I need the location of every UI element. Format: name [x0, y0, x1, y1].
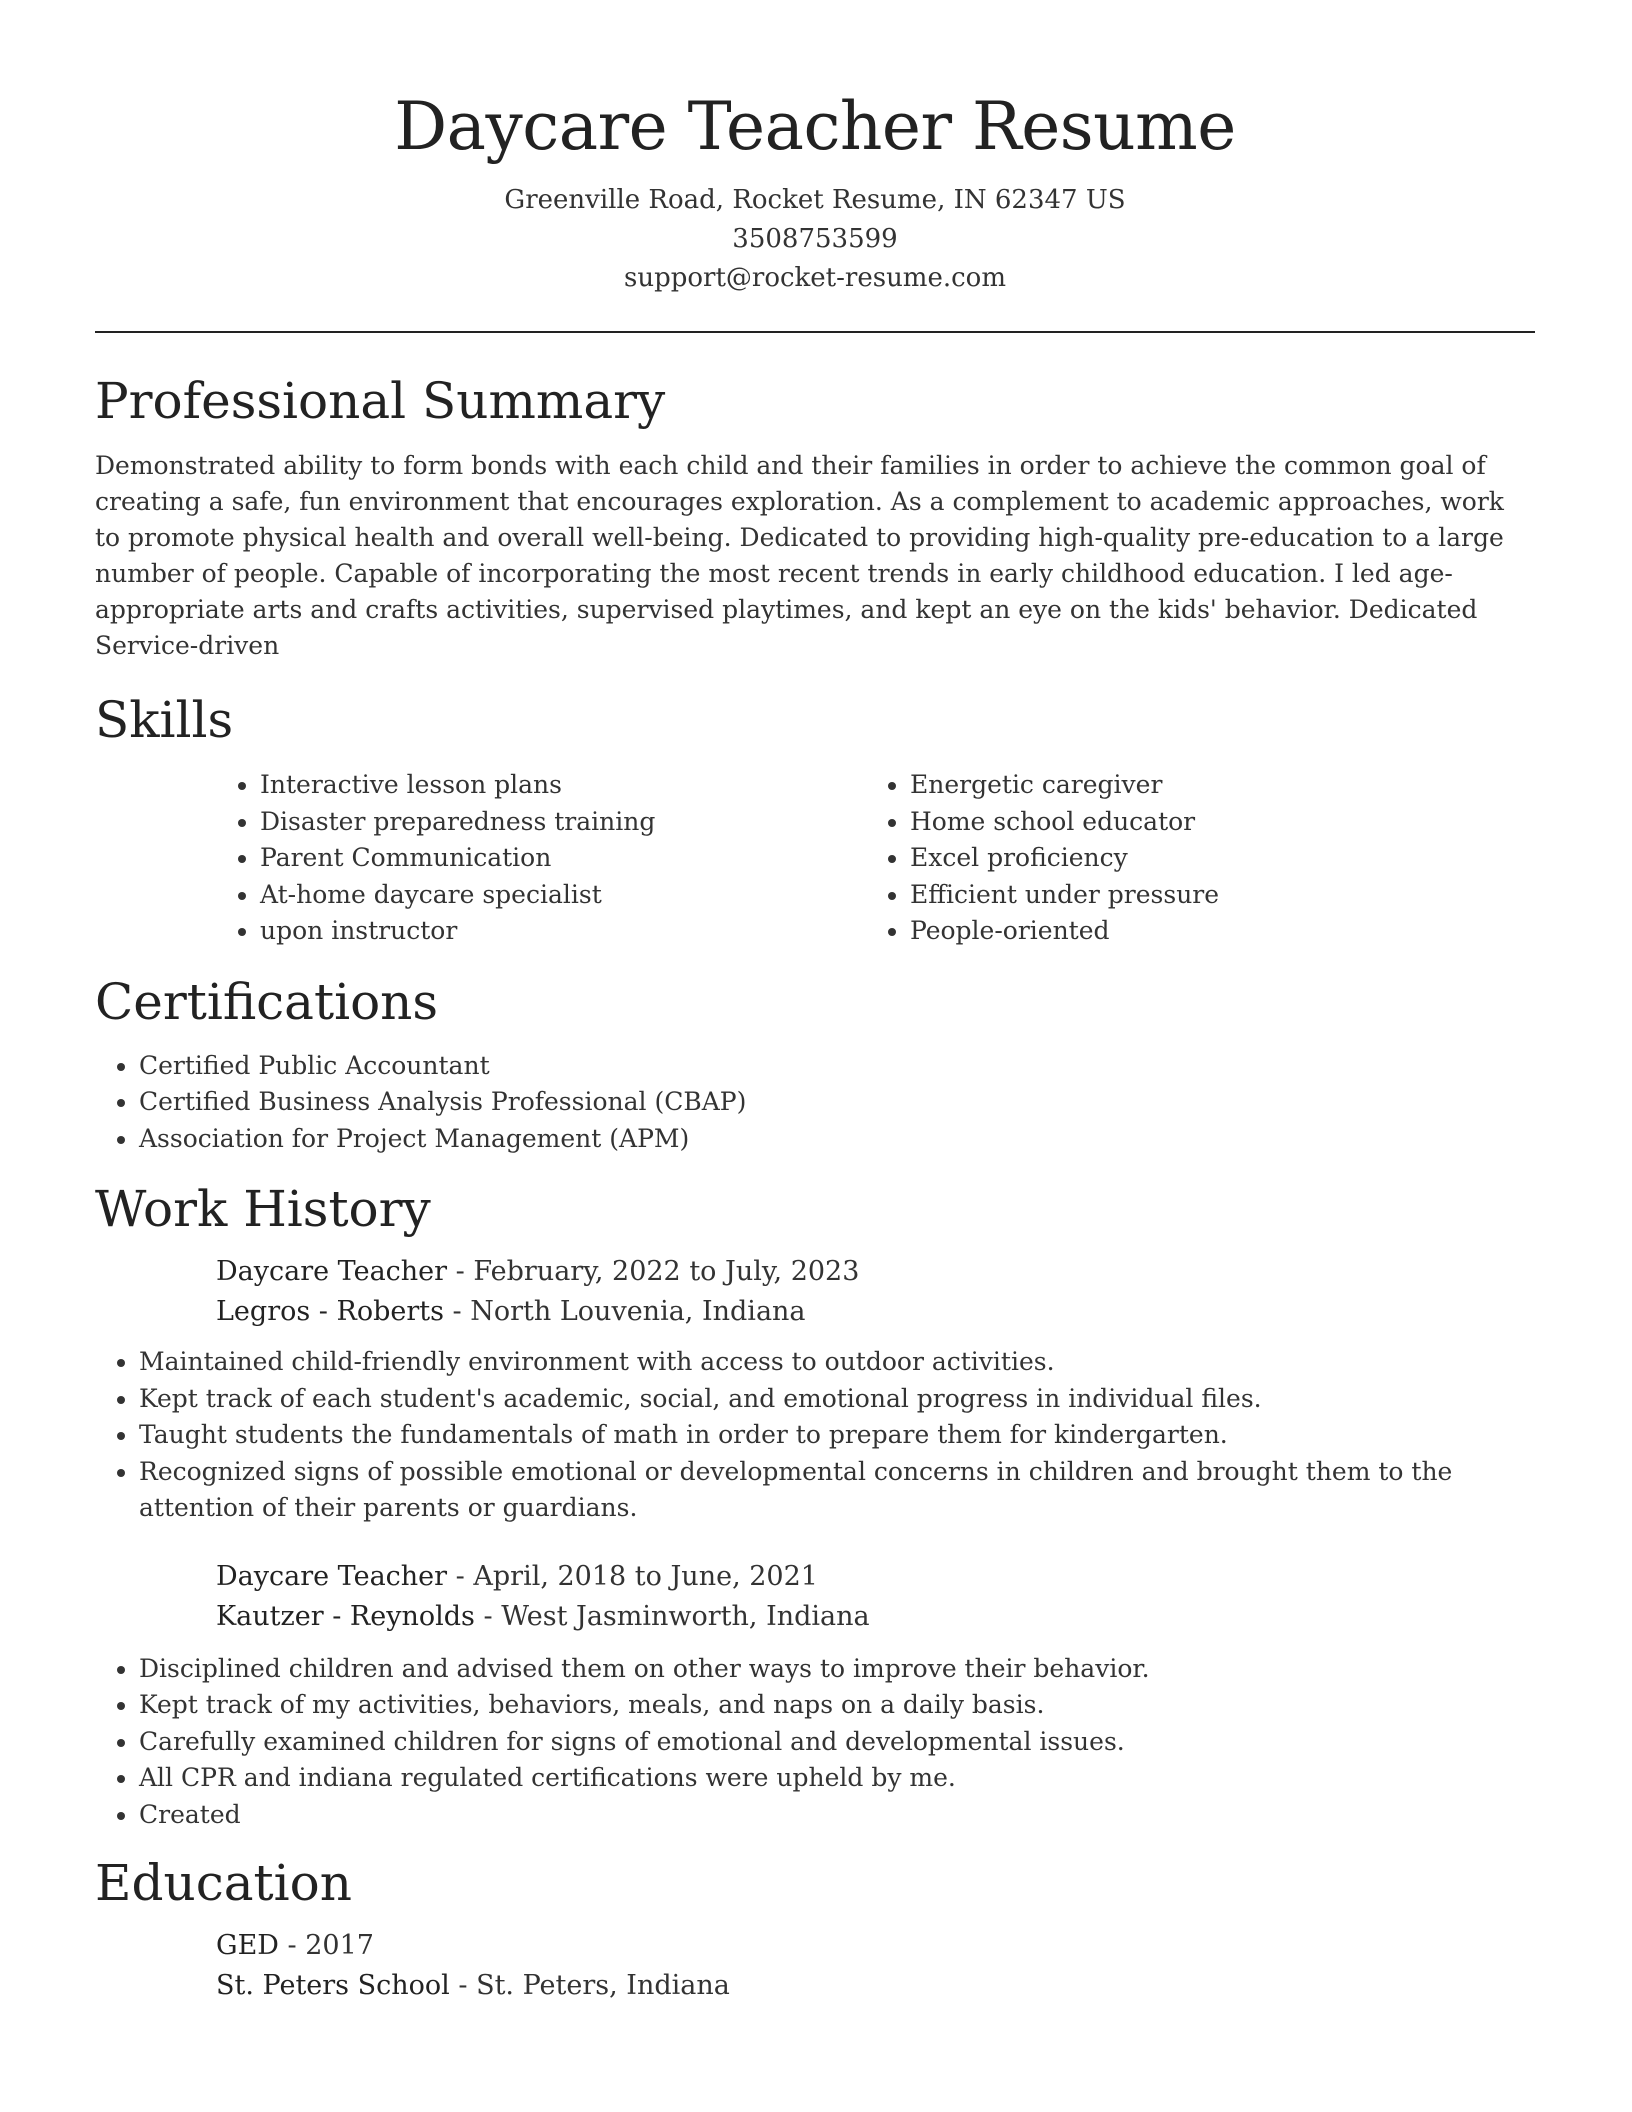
education-year: 2017 [305, 1930, 374, 1961]
job-company-line: Legros - Roberts - North Louvenia, Indiana [216, 1296, 806, 1327]
skill-item: • Energetic caregiver [910, 767, 1516, 804]
job-bullet: • Maintained child-friendly environment with access to outdoor activities. [139, 1344, 1535, 1381]
job-company: Legros - Roberts [216, 1296, 444, 1327]
summary-heading: Professional Summary [95, 372, 666, 430]
education-entry [216, 1926, 1535, 2006]
job-location: West Jasminworth, Indiana [501, 1600, 870, 1632]
summary-text: Demonstrated ability to form bonds with each child and their families in order to achieve the common goal of creating a safe, fun environment that encourages exploration. As a complement to academic approaches, work to promote physical health and overall well-being. Dedicated to providing high-quality pre-education to a large number of people. Capable of incorporating the most recent trends in early childhood education. I led age-appropriate arts and crafts activities, supervised playtimes, and kept an eye on the kids' behavior. Dedicated Service-driven [95, 451, 1504, 660]
education-school-line: St. Peters School - St. Peters, Indiana [216, 1970, 730, 2001]
skill-item: • Efficient under pressure [910, 877, 1516, 914]
job-bullet: • Disciplined children and advised them on other ways to improve their behavior. [139, 1651, 1535, 1688]
skills-heading: Skills [95, 691, 234, 749]
skills-column-left [216, 767, 866, 950]
contact-block [95, 181, 1535, 298]
skills-list [216, 767, 1535, 950]
job-entry [216, 1252, 1535, 1332]
skills-column-right [866, 767, 1516, 950]
job-title-line: Daycare Teacher - April, 2018 to June, 2021 [216, 1560, 818, 1592]
job-bullet: • Created [139, 1797, 1535, 1834]
work-history-heading: Work History [95, 1180, 431, 1238]
certifications-list [95, 1048, 1535, 1158]
resume-page [95, 0, 1535, 2006]
job-role: Daycare Teacher [216, 1256, 448, 1287]
job-title-line: Daycare Teacher - February, 2022 to July, 2023 [216, 1256, 860, 1287]
job-bullet: • Taught students the fundamentals of math in order to prepare them for kindergarten. [139, 1417, 1535, 1454]
job-company-line: Kautzer - Reynolds - West Jasminworth, Indiana [216, 1600, 870, 1632]
job-bullet: • Recognized signs of possible emotional or developmental concerns in children and brought them to the attention of their parents or guardians. [139, 1454, 1535, 1527]
education-heading: Education [95, 1854, 352, 1912]
education-school: St. Peters School [216, 1970, 450, 2001]
certification-item: • Certified Business Analysis Professional (CBAP) [139, 1084, 1535, 1121]
job-bullet: • Kept track of each student's academic, social, and emotional progress in individual files. [139, 1381, 1535, 1418]
header-divider [95, 331, 1535, 333]
skill-item: • At-home daycare specialist [260, 877, 866, 914]
education-location: St. Peters, Indiana [476, 1970, 730, 2001]
job-dates: February, 2022 to July, 2023 [473, 1256, 860, 1287]
contact-phone: 3508753599 [732, 224, 898, 254]
skill-item: • Interactive lesson plans [260, 767, 866, 804]
skill-item: • Disaster preparedness training [260, 804, 866, 841]
skill-item: • upon instructor [260, 913, 866, 950]
certification-item: • Association for Project Management (APM) [139, 1121, 1535, 1158]
job-bullet: • Kept track of my activities, behaviors, meals, and naps on a daily basis. [139, 1687, 1535, 1724]
skill-item: • Parent Communication [260, 840, 866, 877]
job-bullet: • Carefully examined children for signs of emotional and developmental issues. [139, 1724, 1535, 1761]
job-bullet: • All CPR and indiana regulated certifications were upheld by me. [139, 1760, 1535, 1797]
job-dates: April, 2018 to June, 2021 [473, 1560, 818, 1592]
contact-address: Greenville Road, Rocket Resume, IN 62347 US [504, 185, 1126, 215]
skill-item: • Home school educator [910, 804, 1516, 841]
education-degree: GED [216, 1930, 279, 1961]
skill-item: • People-oriented [910, 913, 1516, 950]
certification-item: • Certified Public Accountant [139, 1048, 1535, 1085]
skill-item: • Excel proficiency [910, 840, 1516, 877]
page-title: Daycare Teacher Resume [394, 88, 1236, 165]
job-location: North Louvenia, Indiana [470, 1296, 806, 1327]
job-company: Kautzer - Reynolds [216, 1600, 475, 1632]
job-entry [216, 1557, 1535, 1637]
certifications-heading: Certifications [95, 972, 439, 1031]
job-bullets [95, 1344, 1535, 1527]
job-bullets [95, 1651, 1535, 1834]
contact-email: support@rocket-resume.com [623, 263, 1006, 293]
education-degree-line: GED - 2017 [216, 1930, 374, 1961]
job-role: Daycare Teacher [216, 1560, 448, 1592]
